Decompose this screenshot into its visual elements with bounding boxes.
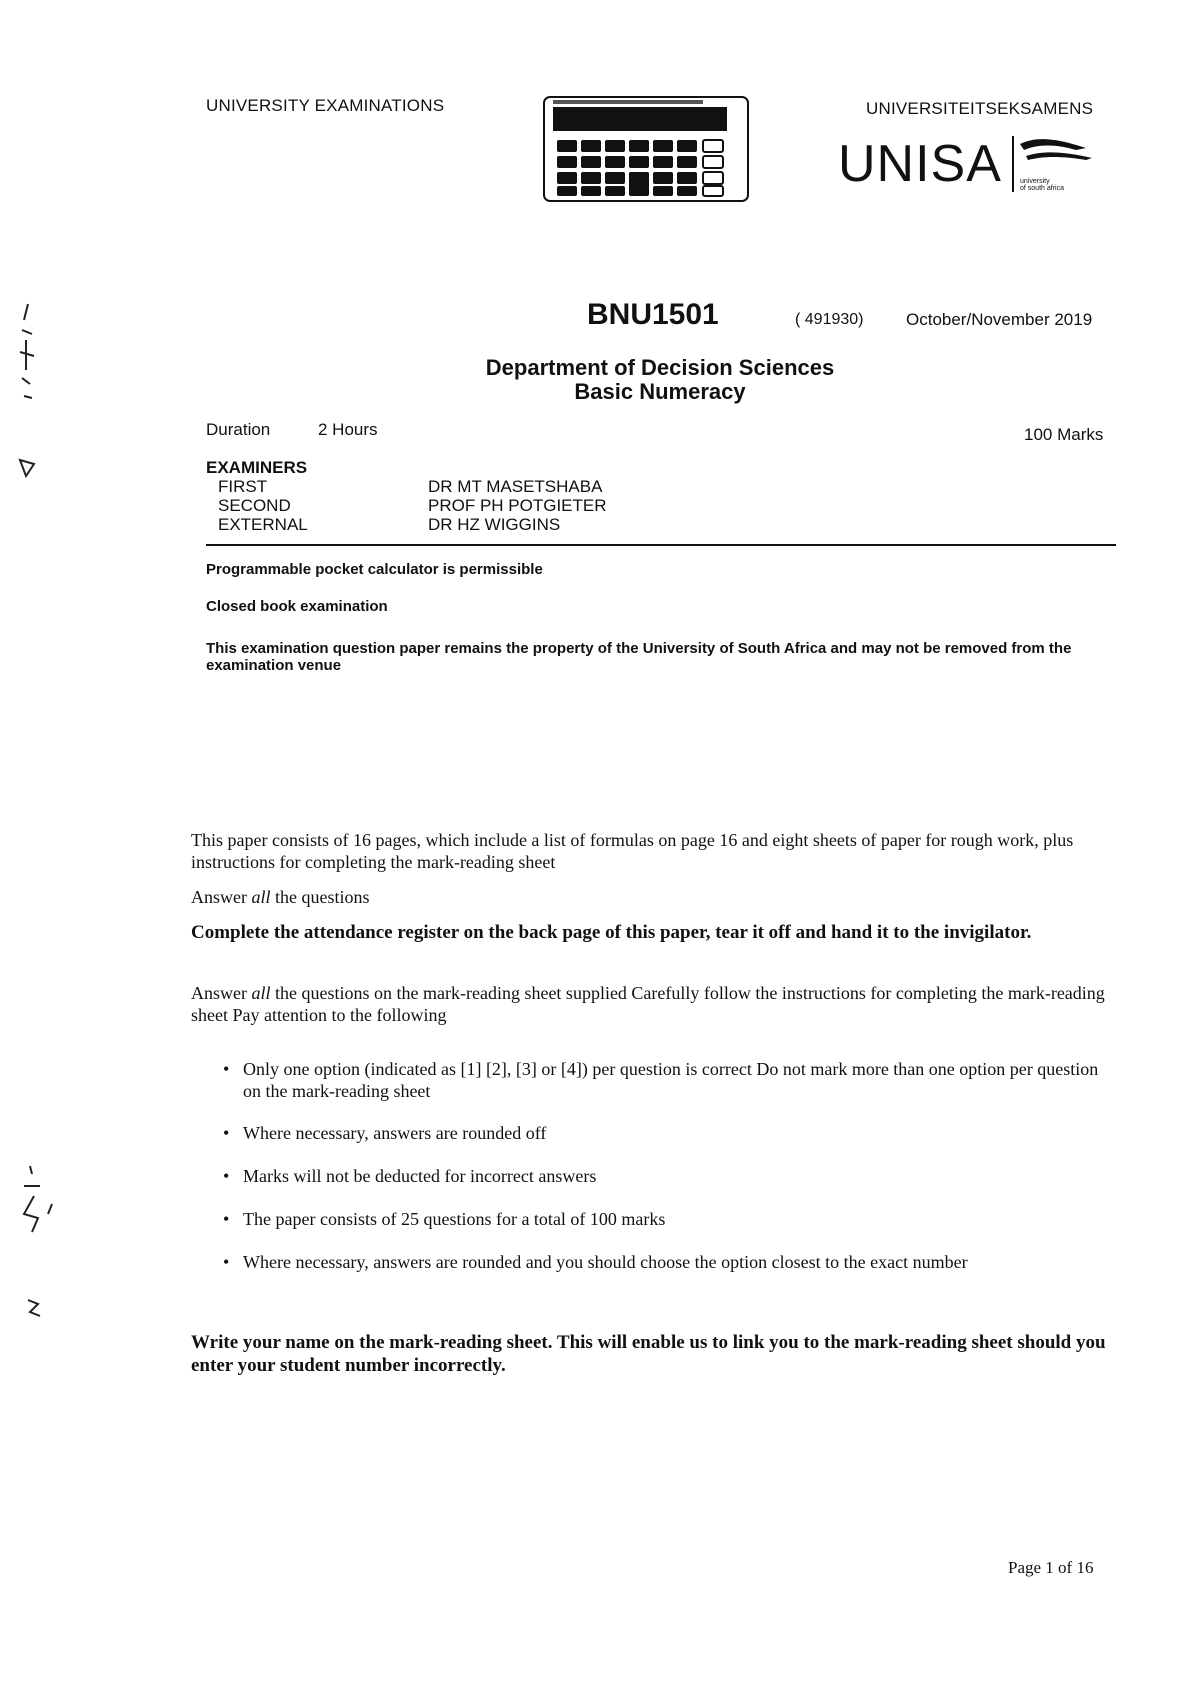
examiners-heading: EXAMINERS <box>206 458 308 477</box>
answer-all-emphasis: all <box>251 887 271 907</box>
header-left-title: UNIVERSITY EXAMINATIONS <box>206 96 445 115</box>
property-notice: This examination question paper remains the property of the University of South Africa and may not be removed from the examination venue <box>206 640 1072 674</box>
margin-scribble <box>14 1160 54 1330</box>
answer-all-instruction <box>191 886 1117 908</box>
duration-label: Duration <box>206 420 271 439</box>
examiner-row <box>206 515 607 534</box>
examiner-name: DR MT MASETSHABA <box>428 477 603 496</box>
list-item-text: Where necessary, answers are rounded and you should choose the option closest to the exact number <box>243 1252 968 1272</box>
list-item-text: Only one option (indicated as [1] [2], [3] or [4]) per question is correct Do not mark more than one option per question on the mark-reading sheet <box>243 1059 1099 1101</box>
instruction-list <box>221 1058 1117 1273</box>
page-number: Page 1 of 16 <box>1008 1558 1094 1577</box>
calculator-notice: Programmable pocket calculator is permissible <box>206 561 543 578</box>
header-divider <box>206 544 1116 546</box>
answer-all-tail: the questions <box>275 887 370 907</box>
mark-reading-lead: Answer <box>191 983 247 1003</box>
margin-scribble <box>8 300 48 490</box>
examiner-row <box>206 496 607 515</box>
answer-all-lead: Answer <box>191 887 247 907</box>
mark-reading-tail: the questions on the mark-reading sheet supplied Carefully follow the instructions for completing the mark-reading sheet Pay attention to the following <box>191 983 1105 1025</box>
module-name: Basic Numeracy <box>574 379 746 404</box>
list-item: • Marks will not be deducted for incorrect answers <box>223 1166 597 1186</box>
logo-bird-icon <box>1016 134 1096 174</box>
pages-instruction: This paper consists of 16 pages, which include a list of formulas on page 16 and eight sheets of paper for rough work, plus instructions for completing the mark-reading sheet <box>191 830 1074 872</box>
logo-tagline-line-1: university <box>1020 178 1050 185</box>
unisa-logo <box>838 134 1098 196</box>
module-code: BNU1501 <box>587 298 719 331</box>
examiner-name: PROF PH POTGIETER <box>428 496 607 515</box>
list-item: • Only one option (indicated as [1] [2], [3] or [4]) per question is correct Do not mark more than one option per question on the mark-reading sheet <box>223 1059 1099 1101</box>
examiner-role: SECOND <box>218 496 291 515</box>
examiner-row <box>206 477 607 496</box>
list-item-text: Where necessary, answers are rounded off <box>243 1123 547 1143</box>
examiners-block <box>206 458 607 534</box>
list-item-text: The paper consists of 25 questions for a total of 100 marks <box>243 1209 666 1229</box>
list-item: • Where necessary, answers are rounded off <box>223 1123 547 1143</box>
exam-date: October/November 2019 <box>906 310 1093 329</box>
examiner-name: DR HZ WIGGINS <box>428 515 561 534</box>
header-right-title: UNIVERSITEITSEKSAMENS <box>866 99 1094 118</box>
total-marks: 100 Marks <box>1024 425 1104 444</box>
list-item-text: Marks will not be deducted for incorrect answers <box>243 1166 597 1186</box>
department-block <box>400 356 920 404</box>
logo-tagline-line-2: of south africa <box>1020 185 1064 192</box>
mark-reading-emphasis: all <box>251 983 271 1003</box>
department-name: Department of Decision Sciences <box>485 355 835 380</box>
attendance-instruction: Complete the attendance register on the back page of this paper, tear it off and hand it to the invigilator. <box>191 922 1032 943</box>
list-item: • The paper consists of 25 questions for a total of 100 marks <box>223 1209 666 1229</box>
logo-tagline <box>1020 178 1064 192</box>
logo-divider <box>1012 136 1014 192</box>
examiner-role: FIRST <box>218 477 268 496</box>
mark-reading-instruction <box>191 982 1117 1026</box>
name-instruction: Write your name on the mark-reading sheet. This will enable us to link you to the mark-reading sheet should you enter your student number incorrectly. <box>191 1332 1106 1376</box>
duration-value: 2 Hours <box>318 420 378 439</box>
closed-book-notice: Closed book examination <box>206 598 388 615</box>
calculator-icon <box>543 94 749 204</box>
logo-wordmark: UNISA <box>838 135 1002 193</box>
examiner-role: EXTERNAL <box>218 515 308 534</box>
sheet-number: ( 491930) <box>795 311 864 328</box>
list-item: • Where necessary, answers are rounded and you should choose the option closest to the exact number <box>223 1252 968 1272</box>
